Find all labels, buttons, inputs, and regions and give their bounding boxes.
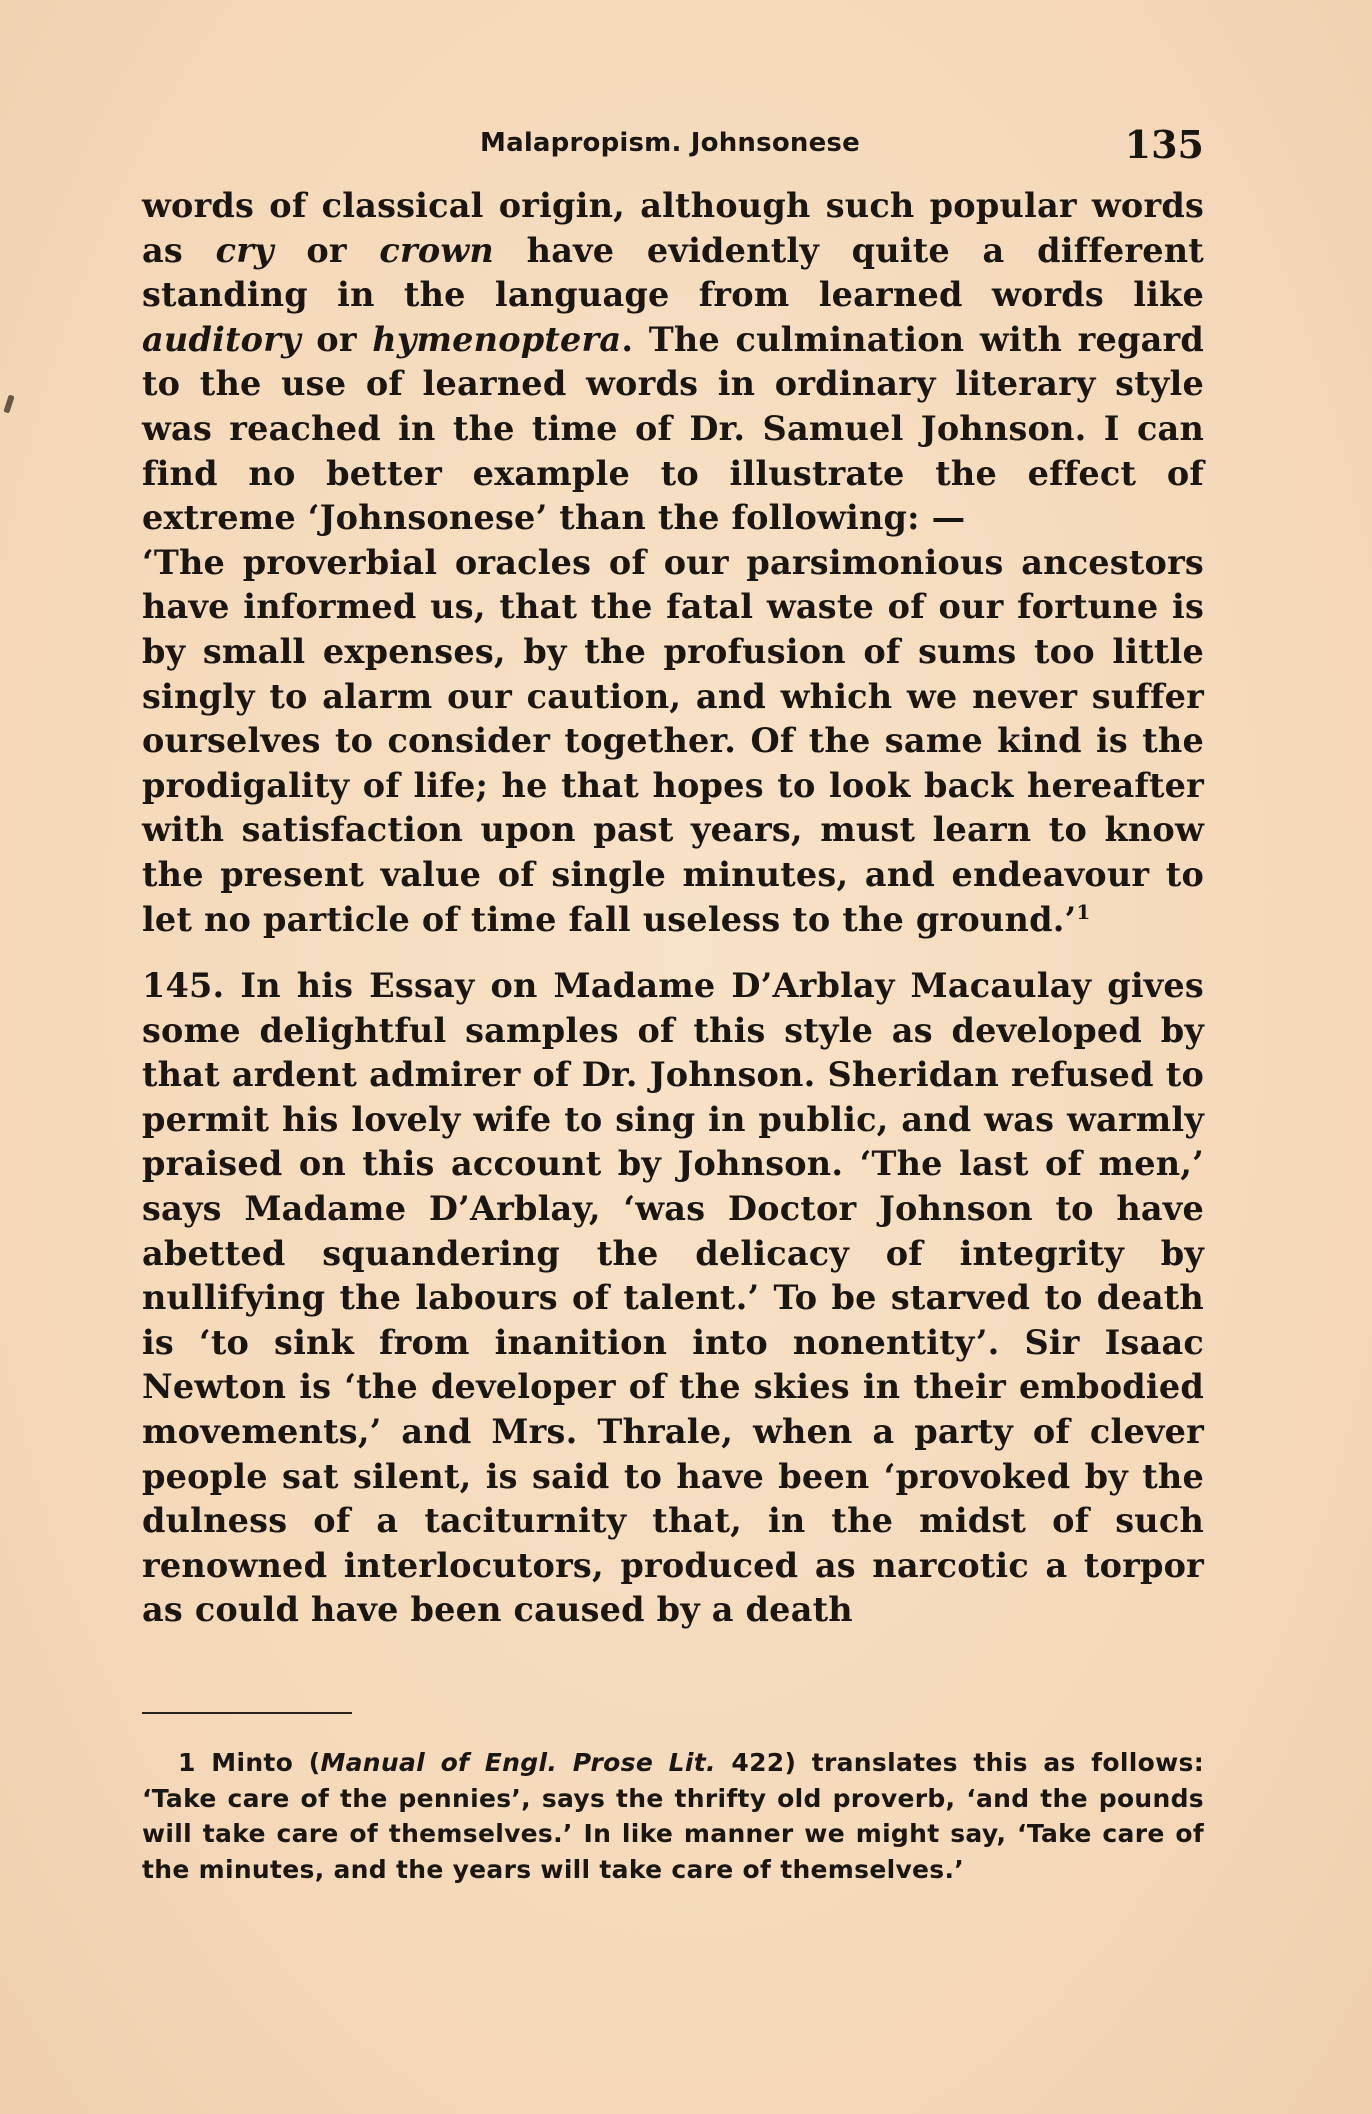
text-run: . The culmination with regard to the use of learned words in ordinary literary style was reached in the time of Dr. Samuel Johnson. I can find no better example to illustrate the effect of extreme ‘Johnsonese’ than the following: — <box>142 319 1204 538</box>
footnote <box>142 1745 1204 1887</box>
text-run: words of classical origin, although such popular words as <box>142 186 1204 270</box>
body-text <box>142 184 1204 1633</box>
text-run: or <box>273 230 380 270</box>
italic-word: auditory <box>142 319 301 359</box>
page-header <box>142 122 1204 172</box>
section-number: 145. <box>142 966 225 1006</box>
footnote-text: 422) translates this as follows: ‘Take care of the pennies’, says the thrifty old proverb, ‘and the pounds will take care of themselves.’ In like manner we might say, ‘Take care of the minutes, and the years will take care of themselves.’ <box>142 1748 1204 1884</box>
footnote-text: Minto ( <box>195 1748 321 1777</box>
footnote-title: Manual of Engl. Prose Lit. <box>320 1748 716 1777</box>
italic-word: crown <box>379 230 494 270</box>
johnson-quote <box>142 541 1204 942</box>
section-145 <box>142 964 1204 1633</box>
paragraph-intro <box>142 184 1204 541</box>
text-run: have evidently quite a different standing in the language from learned words like <box>142 230 1204 315</box>
margin-mark <box>3 395 14 414</box>
footnote-reference: 1 <box>1076 899 1091 924</box>
quote-text: ‘The proverbial oracles of our parsimonious ancestors have informed us, that the fatal waste of our fortune is by small expenses, by the profusion of sums too little singly to alarm our caution, and which we never suffer ourselves to consider together. Of the same kind is the prodigality of life; he that hopes to look back hereafter with satisfaction upon past years, must learn to know the present value of single minutes, and endeavour to let no particle of time fall useless to the ground.’ <box>142 542 1204 939</box>
running-head: Malapropism. Johnsonese <box>480 128 860 158</box>
footnote-number: 1 <box>178 1748 196 1777</box>
page-number: 135 <box>1124 122 1204 167</box>
italic-word: hymenoptera <box>372 319 622 359</box>
footnote-paragraph <box>142 1745 1204 1887</box>
italic-word: cry <box>215 230 274 270</box>
section-text: In his Essay on Madame D’Arblay Macaulay gives some delightful samples of this style as developed by that ardent admirer of Dr. Johnson. Sheridan refused to permit his lovely wife to sing in public, and was warmly praised on this account by Johnson. ‘The last of men,’ says Madame D’Arblay, ‘was Doctor Johnson to have abetted squandering the delicacy of integrity by nullifying the labours of talent.’ To be starved to death is ‘to sink from inanition into nonentity’. Sir Isaac Newton is ‘the developer of the skies in their embodied movements,’ and Mrs. Thrale, when a party of clever people sat silent, is said to have been ‘provoked by the dulness of a taciturnity that, in the midst of such renowned interlocutors, produced as narcotic a torpor as could have been caused by a death <box>142 966 1204 1630</box>
footnote-divider <box>142 1712 352 1714</box>
text-run: or <box>300 319 373 359</box>
